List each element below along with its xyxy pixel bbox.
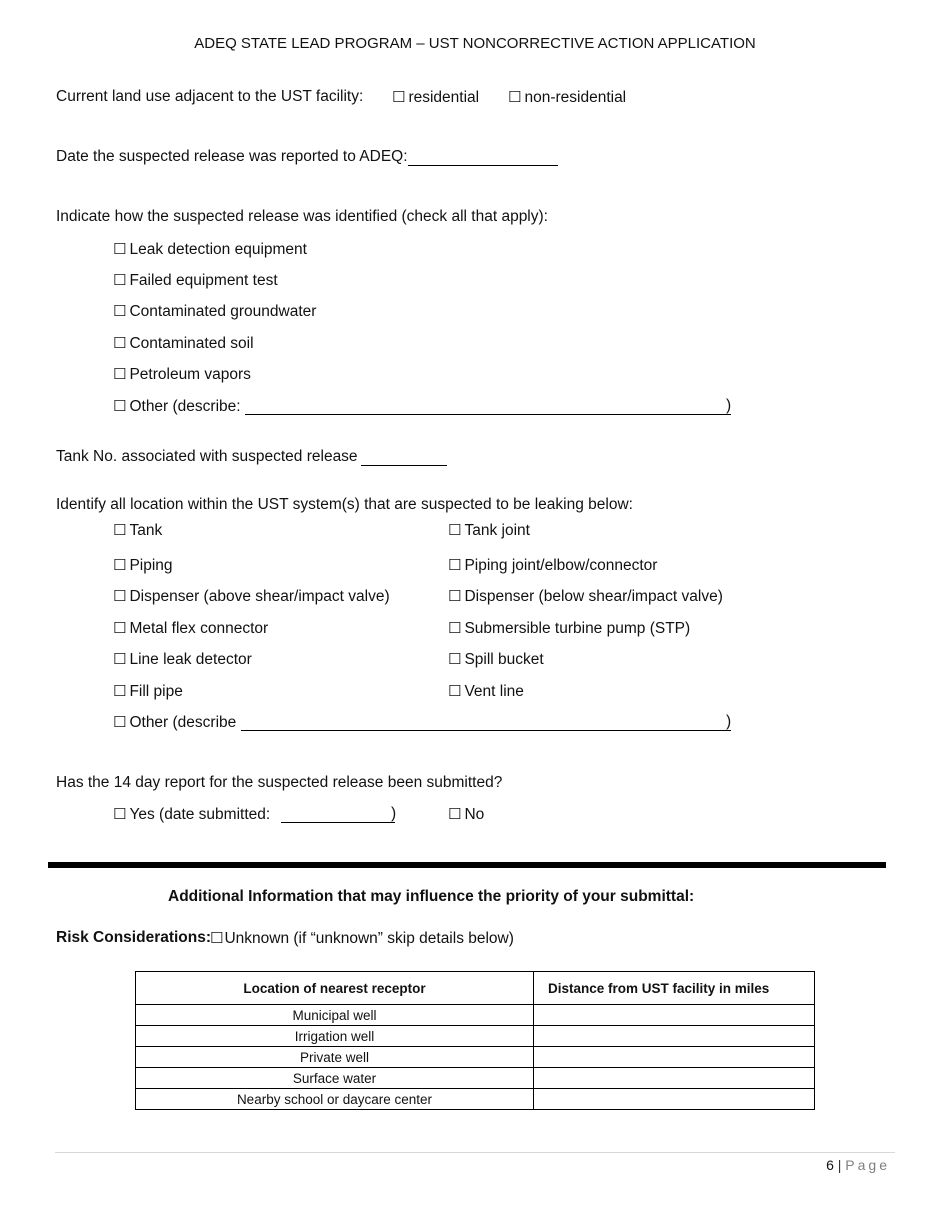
section-divider [48,862,886,868]
table-row [136,1005,815,1026]
identification-option-label: Leak detection equipment [129,241,307,258]
location-option-label: Line leak detector [129,651,252,668]
distance-cell[interactable] [534,1068,815,1089]
table-header-row [136,972,815,1005]
page-footer [826,1157,890,1173]
identification-option[interactable] [113,334,254,353]
location-option-label: Spill bucket [464,651,544,668]
checkbox-icon[interactable]: ☐ [448,556,462,574]
checkbox-icon[interactable]: ☐ [508,88,522,106]
footer-separator: | [837,1157,842,1173]
report14-yes-close: ) [391,805,397,822]
table-row [136,1068,815,1089]
checkbox-icon[interactable]: ☐ [392,88,406,106]
column-header: Distance from UST facility in miles [534,972,815,1005]
identification-other-label: Other (describe: [129,398,241,415]
location-option-label: Submersible turbine pump (STP) [464,620,691,637]
receptor-name: Surface water [136,1068,534,1089]
checkbox-icon[interactable]: ☐ [113,240,127,258]
checkbox-icon[interactable]: ☐ [113,587,127,605]
identification-option[interactable] [113,365,251,384]
report14-yes-label: Yes (date submitted: [129,806,271,823]
identification-question: Indicate how the suspected release was identified (check all that apply): [56,208,548,225]
column-header: Location of nearest receptor [136,972,534,1005]
identification-option-label: Failed equipment test [129,272,278,289]
table-row [136,1026,815,1047]
location-option[interactable] [448,650,544,669]
checkbox-icon[interactable]: ☐ [448,587,462,605]
page-word: Page [845,1157,890,1173]
location-option-label: Fill pipe [129,683,183,700]
location-option-label: Piping [129,557,173,574]
checkbox-icon[interactable]: ☐ [113,397,127,415]
location-option[interactable] [113,556,173,575]
location-option[interactable] [113,587,390,606]
checkbox-icon[interactable]: ☐ [113,302,127,320]
identification-option[interactable] [113,302,316,321]
page-header: ADEQ STATE LEAD PROGRAM – UST NONCORRECTIVE ACTION APPLICATION [194,35,756,52]
report14-no[interactable] [448,805,484,824]
report-date-question: Date the suspected release was reported to ADEQ: [56,148,408,165]
locations-question: Identify all location within the UST system(s) that are suspected to be leaking below: [56,496,633,513]
report14-yes[interactable] [113,805,270,824]
checkbox-icon[interactable]: ☐ [448,521,462,539]
tank-no-field[interactable] [361,465,447,466]
land-use-question: Current land use adjacent to the UST facility: [56,88,364,105]
identification-other[interactable] [113,397,241,416]
checkbox-icon[interactable]: ☐ [113,713,127,731]
identification-other-close: ) [726,397,732,414]
location-option[interactable] [113,682,183,701]
checkbox-icon[interactable]: ☐ [448,650,462,668]
receptor-table [135,971,815,1110]
footer-rule [55,1152,895,1153]
land-use-residential[interactable] [392,88,479,107]
checkbox-icon[interactable]: ☐ [113,650,127,668]
location-option-label: Metal flex connector [129,620,269,637]
location-option-label: Tank joint [464,522,530,539]
location-option[interactable] [448,556,657,575]
location-option[interactable] [113,521,162,540]
checkbox-icon[interactable]: ☐ [448,805,462,823]
location-other[interactable] [113,713,236,732]
location-option-label: Vent line [464,683,524,700]
report14-no-label: No [464,806,485,823]
receptor-name: Municipal well [136,1005,534,1026]
receptor-name: Nearby school or daycare center [136,1089,534,1110]
location-option[interactable] [448,521,530,540]
identification-option[interactable] [113,271,278,290]
location-option[interactable] [448,619,690,638]
identification-option-label: Contaminated soil [129,335,254,352]
checkbox-icon[interactable]: ☐ [113,619,127,637]
checkbox-icon[interactable]: ☐ [113,682,127,700]
location-option-label: Piping joint/elbow/connector [464,557,658,574]
report-date-field[interactable] [408,165,558,166]
report14-question: Has the 14 day report for the suspected release been submitted? [56,774,503,791]
distance-cell[interactable] [534,1047,815,1068]
checkbox-icon[interactable]: ☐ [448,682,462,700]
location-other-field[interactable] [241,730,731,731]
table-row [136,1047,815,1068]
receptor-name: Private well [136,1047,534,1068]
checkbox-icon[interactable]: ☐ [113,556,127,574]
land-use-non-residential-label: non-residential [524,89,627,106]
location-other-label: Other (describe [129,714,237,731]
location-option-label: Dispenser (above shear/impact valve) [129,588,390,605]
identification-option[interactable] [113,240,307,259]
distance-cell[interactable] [534,1089,815,1110]
checkbox-icon[interactable]: ☐ [113,334,127,352]
checkbox-icon[interactable]: ☐ [113,365,127,383]
identification-option-label: Contaminated groundwater [129,303,317,320]
checkbox-icon[interactable]: ☐ [210,929,224,947]
location-option-label: Dispenser (below shear/impact valve) [464,588,723,605]
location-option-label: Tank [129,522,163,539]
land-use-non-residential[interactable] [508,88,626,107]
location-option[interactable] [448,587,723,606]
risk-unknown-label: Unknown (if “unknown” skip details below) [224,930,514,947]
checkbox-icon[interactable]: ☐ [113,805,127,823]
checkbox-icon[interactable]: ☐ [448,619,462,637]
page-number: 6 [826,1157,834,1173]
receptor-name: Irrigation well [136,1026,534,1047]
risk-unknown[interactable] [210,929,514,948]
risk-label: Risk Considerations: [56,929,212,946]
identification-other-field[interactable] [245,414,731,415]
distance-cell[interactable] [534,1005,815,1026]
report14-date-field[interactable] [281,822,395,823]
checkbox-icon[interactable]: ☐ [113,271,127,289]
table-row [136,1089,815,1110]
distance-cell[interactable] [534,1026,815,1047]
location-option[interactable] [113,619,268,638]
land-use-residential-label: residential [408,89,480,106]
tank-no-question: Tank No. associated with suspected release [56,448,358,465]
additional-heading: Additional Information that may influence the priority of your submittal: [168,888,695,905]
identification-option-label: Petroleum vapors [129,366,251,383]
checkbox-icon[interactable]: ☐ [113,521,127,539]
location-other-close: ) [726,713,732,730]
location-option[interactable] [113,650,252,669]
location-option[interactable] [448,682,524,701]
